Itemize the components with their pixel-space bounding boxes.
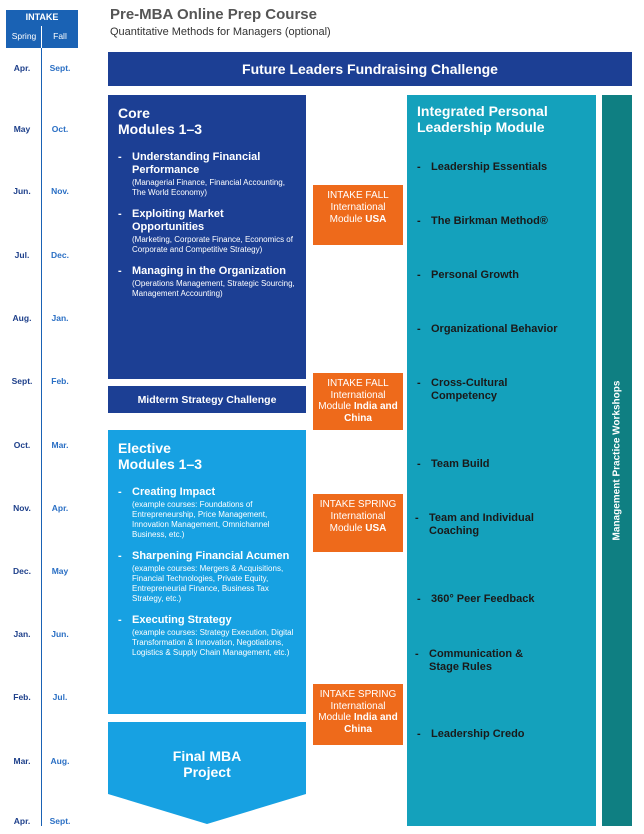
intake-spring-label: Spring (11, 31, 37, 41)
leadership-item: - Cross-Cultural Competency (417, 377, 508, 402)
elective-item: - Creating Impact (example courses: Foundations of Entrepreneurship, Price Management, Innovation Management, Omnichannel Business, etc.) (118, 486, 270, 539)
month-fall: Mar. (51, 440, 69, 450)
final-project-label: Final MBA Project (172, 748, 242, 780)
leadership-item: - Team Build (417, 458, 490, 470)
intake-divider-gap (41, 26, 42, 48)
month-fall: Feb. (51, 376, 69, 386)
core-item: - Managing in the Organization (Operations Management, Strategic Sourcing, Management Accounting) (118, 265, 295, 298)
month-fall: Jul. (52, 692, 68, 702)
month-fall: Nov. (51, 186, 69, 196)
month-spring: Apr. (13, 63, 31, 73)
intake-title: INTAKE (25, 12, 59, 22)
month-fall: Dec. (51, 250, 69, 260)
core-modules-title: Core Modules 1–3 (118, 105, 203, 137)
intake-fall-label: Fall (53, 31, 67, 41)
core-item: - Exploiting Market Opportunities (Marketing, Corporate Finance, Economics of Corporate and Competitive Strategy) (118, 208, 293, 254)
prep-course-title: Pre-MBA Online Prep Course (110, 6, 317, 23)
month-spring: Jun. (13, 186, 31, 196)
prep-course-subtitle: Quantitative Methods for Managers (optional) (110, 26, 331, 38)
month-fall: Sept. (49, 816, 71, 826)
month-spring: Aug. (12, 313, 32, 323)
month-spring: Jan. (13, 629, 31, 639)
elective-modules-title: Elective Modules 1–3 (118, 440, 203, 472)
management-workshops-label-wrap (602, 95, 632, 826)
leadership-item: - Personal Growth (417, 269, 520, 281)
international-module-fall-india-china: INTAKE FALL International Module India and China (313, 373, 403, 430)
core-modules-box (108, 95, 306, 379)
month-fall: Jun. (51, 629, 69, 639)
elective-item: - Sharpening Financial Acumen (example courses: Mergers & Acquisitions, Financial Technologies, Private Equity, Entrepreneurial Finance, Business Tax Strategy, etc.) (118, 550, 290, 603)
international-module-spring-usa: INTAKE SPRING International Module USA (313, 494, 403, 552)
month-spring: May (13, 124, 31, 134)
month-spring: Mar. (13, 756, 31, 766)
month-fall: Oct. (51, 124, 69, 134)
month-fall: Jan. (51, 313, 69, 323)
international-module-fall-usa: INTAKE FALL International Module USA (313, 185, 403, 245)
elective-modules-box (108, 430, 306, 714)
leadership-item: - Team and Individual Coaching (415, 512, 534, 537)
leadership-item: - The Birkman Method® (417, 215, 548, 227)
month-spring: Apr. (13, 816, 31, 826)
leadership-item: - Leadership Essentials (417, 161, 548, 173)
intake-divider (41, 26, 42, 826)
month-spring: Sept. (11, 376, 33, 386)
international-module-spring-india-china: INTAKE SPRING International Module India and China (313, 684, 403, 745)
month-spring: Dec. (13, 566, 31, 576)
month-spring: Feb. (13, 692, 31, 702)
midterm-strategy-challenge: Midterm Strategy Challenge (108, 386, 306, 413)
leadership-item: - Leadership Credo (417, 728, 525, 740)
leadership-item: - Organizational Behavior (417, 323, 558, 335)
month-spring: Jul. (14, 250, 30, 260)
leadership-item: - Communication & Stage Rules (415, 648, 524, 673)
fundraising-banner: Future Leaders Fundraising Challenge (108, 52, 632, 86)
core-item: - Understanding Financial Performance (Managerial Finance, Financial Accounting, The World Economy) (118, 151, 285, 197)
integrated-leadership-title: Integrated Personal Leadership Module (417, 103, 548, 135)
month-fall: Sept. (49, 63, 71, 73)
elective-item: - Executing Strategy (example courses: Strategy Execution, Digital Transformation & Innovation, Negotiations, Logistics & Supply Chain Management, etc.) (118, 614, 294, 657)
month-spring: Oct. (13, 440, 31, 450)
month-fall: Apr. (51, 503, 69, 513)
management-workshops-label: Management Practice Workshops (611, 380, 623, 541)
month-fall: May (51, 566, 69, 576)
month-spring: Nov. (13, 503, 31, 513)
leadership-item: - 360° Peer Feedback (417, 593, 535, 605)
month-fall: Aug. (50, 756, 70, 766)
